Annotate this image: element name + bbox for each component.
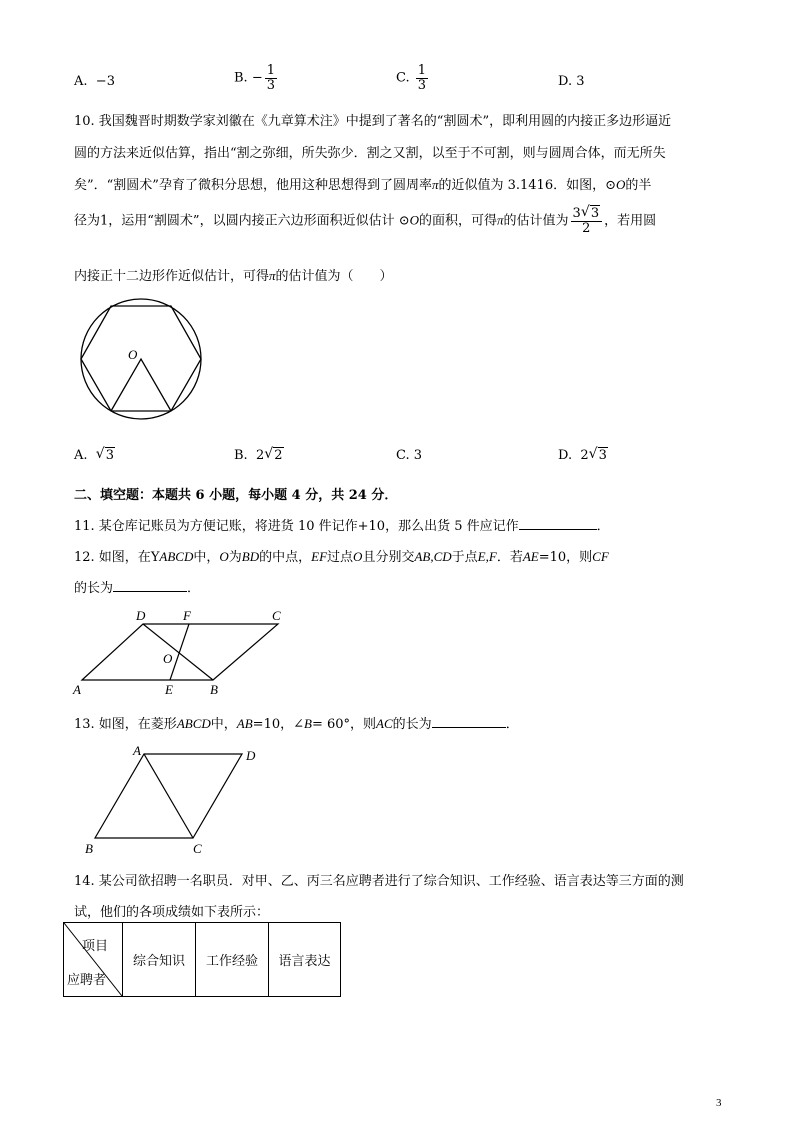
- q12-line-2: 的长为 ．: [74, 581, 201, 596]
- q11-answer-blank: [519, 529, 597, 530]
- q10-circle-hexagon-figure: [78, 296, 220, 422]
- corner-header-applicant: 应聘者: [67, 973, 107, 988]
- q11-text: 11. 某仓库记账员为方便记账，将进货 10 件记作+10，那么出货 5 件应记作 ．: [74, 519, 610, 534]
- table-header-cell: 语言表达: [269, 923, 341, 997]
- q10-line-5: 内接正十二边形作近似估计，可得π的估计值为（ ）: [74, 268, 393, 284]
- q12-answer-blank: [113, 591, 187, 592]
- page-number: 3: [716, 1097, 722, 1109]
- q10-label-o: O: [128, 347, 138, 362]
- q14-line-1: 14. 某公司欲招聘一名职员．对甲、乙、丙三名应聘者进行了综合知识、工作经验、语言表达等三方面的测: [74, 874, 684, 889]
- q10-line-3: 矣”．“割圆术”孕育了微积分思想，他用这种思想得到了圆周率π的近似值为 3.1416．如图，⊙O的半: [74, 177, 652, 193]
- q13-rhombus-figure: [80, 740, 270, 860]
- q13-text: 13. 如图，在菱形ABCD中，AB=10，∠B= 60°，则AC的长为 ．: [74, 716, 519, 732]
- q9-option-d: D. 3: [558, 74, 585, 89]
- q10-option-a: A. √ 3: [74, 446, 115, 463]
- q10-line-2: 圆的方法来近似估算，指出“割之弥细，所失弥少．割之又割，以至于不可割，则与圆周合体，而无所失: [74, 146, 666, 161]
- q13-label-a: A: [133, 743, 141, 758]
- q13-label-c: C: [193, 841, 202, 856]
- corner-header-item: 项目: [82, 939, 109, 954]
- q12-parallelogram-figure: [70, 606, 290, 698]
- table-row: [64, 923, 341, 997]
- q9-option-b: B. − $\frac{1}{3}$: [234, 63, 276, 93]
- q9-option-c: C. $\frac{1}{3}$: [396, 63, 427, 93]
- q12-label-o: O: [163, 651, 173, 666]
- q10-option-d: D. 2 √ 3: [558, 446, 607, 463]
- q10-option-b: B. 2 √ 2: [234, 446, 283, 463]
- q13-label-d: D: [246, 748, 256, 763]
- q10-line-4: 径为1，运用“割圆术”，以圆内接正六边形面积近似估计 ⊙O的面积，可得π的估计值为 3 √ 3 2 ，若用圆: [74, 204, 657, 236]
- q10-line-1: 10. 我国魏晋时期数学家刘徽在《九章算术注》中提到了著名的“割圆术”，即利用圆的内接正多边形逼近: [74, 114, 672, 129]
- q13-label-b: B: [85, 841, 93, 856]
- q12-line-1: 12. 如图，在YABCD中，O为BD的中点，EF过点O且分别交AB,CD于点E,F．若AE=10，则CF: [74, 549, 609, 565]
- q12-label-d: D: [136, 608, 146, 623]
- q12-label-b: B: [210, 682, 218, 697]
- table-header-cell: 综合知识: [123, 923, 196, 997]
- q14-score-table: [63, 922, 341, 997]
- q10-option-c: C. 3: [396, 448, 423, 463]
- table-header-cell: 工作经验: [196, 923, 269, 997]
- q14-line-2: 试，他们的各项成绩如下表所示：: [74, 905, 270, 920]
- q13-answer-blank: [432, 727, 506, 728]
- q12-label-c: C: [272, 608, 281, 623]
- q9-option-a: A. −3: [74, 74, 115, 89]
- q12-label-e: E: [165, 682, 173, 697]
- q12-label-f: F: [183, 608, 191, 623]
- table-corner-cell: [64, 923, 123, 997]
- section-2-title: 二、填空题：本题共 6 小题，每小题 4 分，共 24 分．: [74, 488, 398, 503]
- q12-label-a: A: [73, 682, 81, 697]
